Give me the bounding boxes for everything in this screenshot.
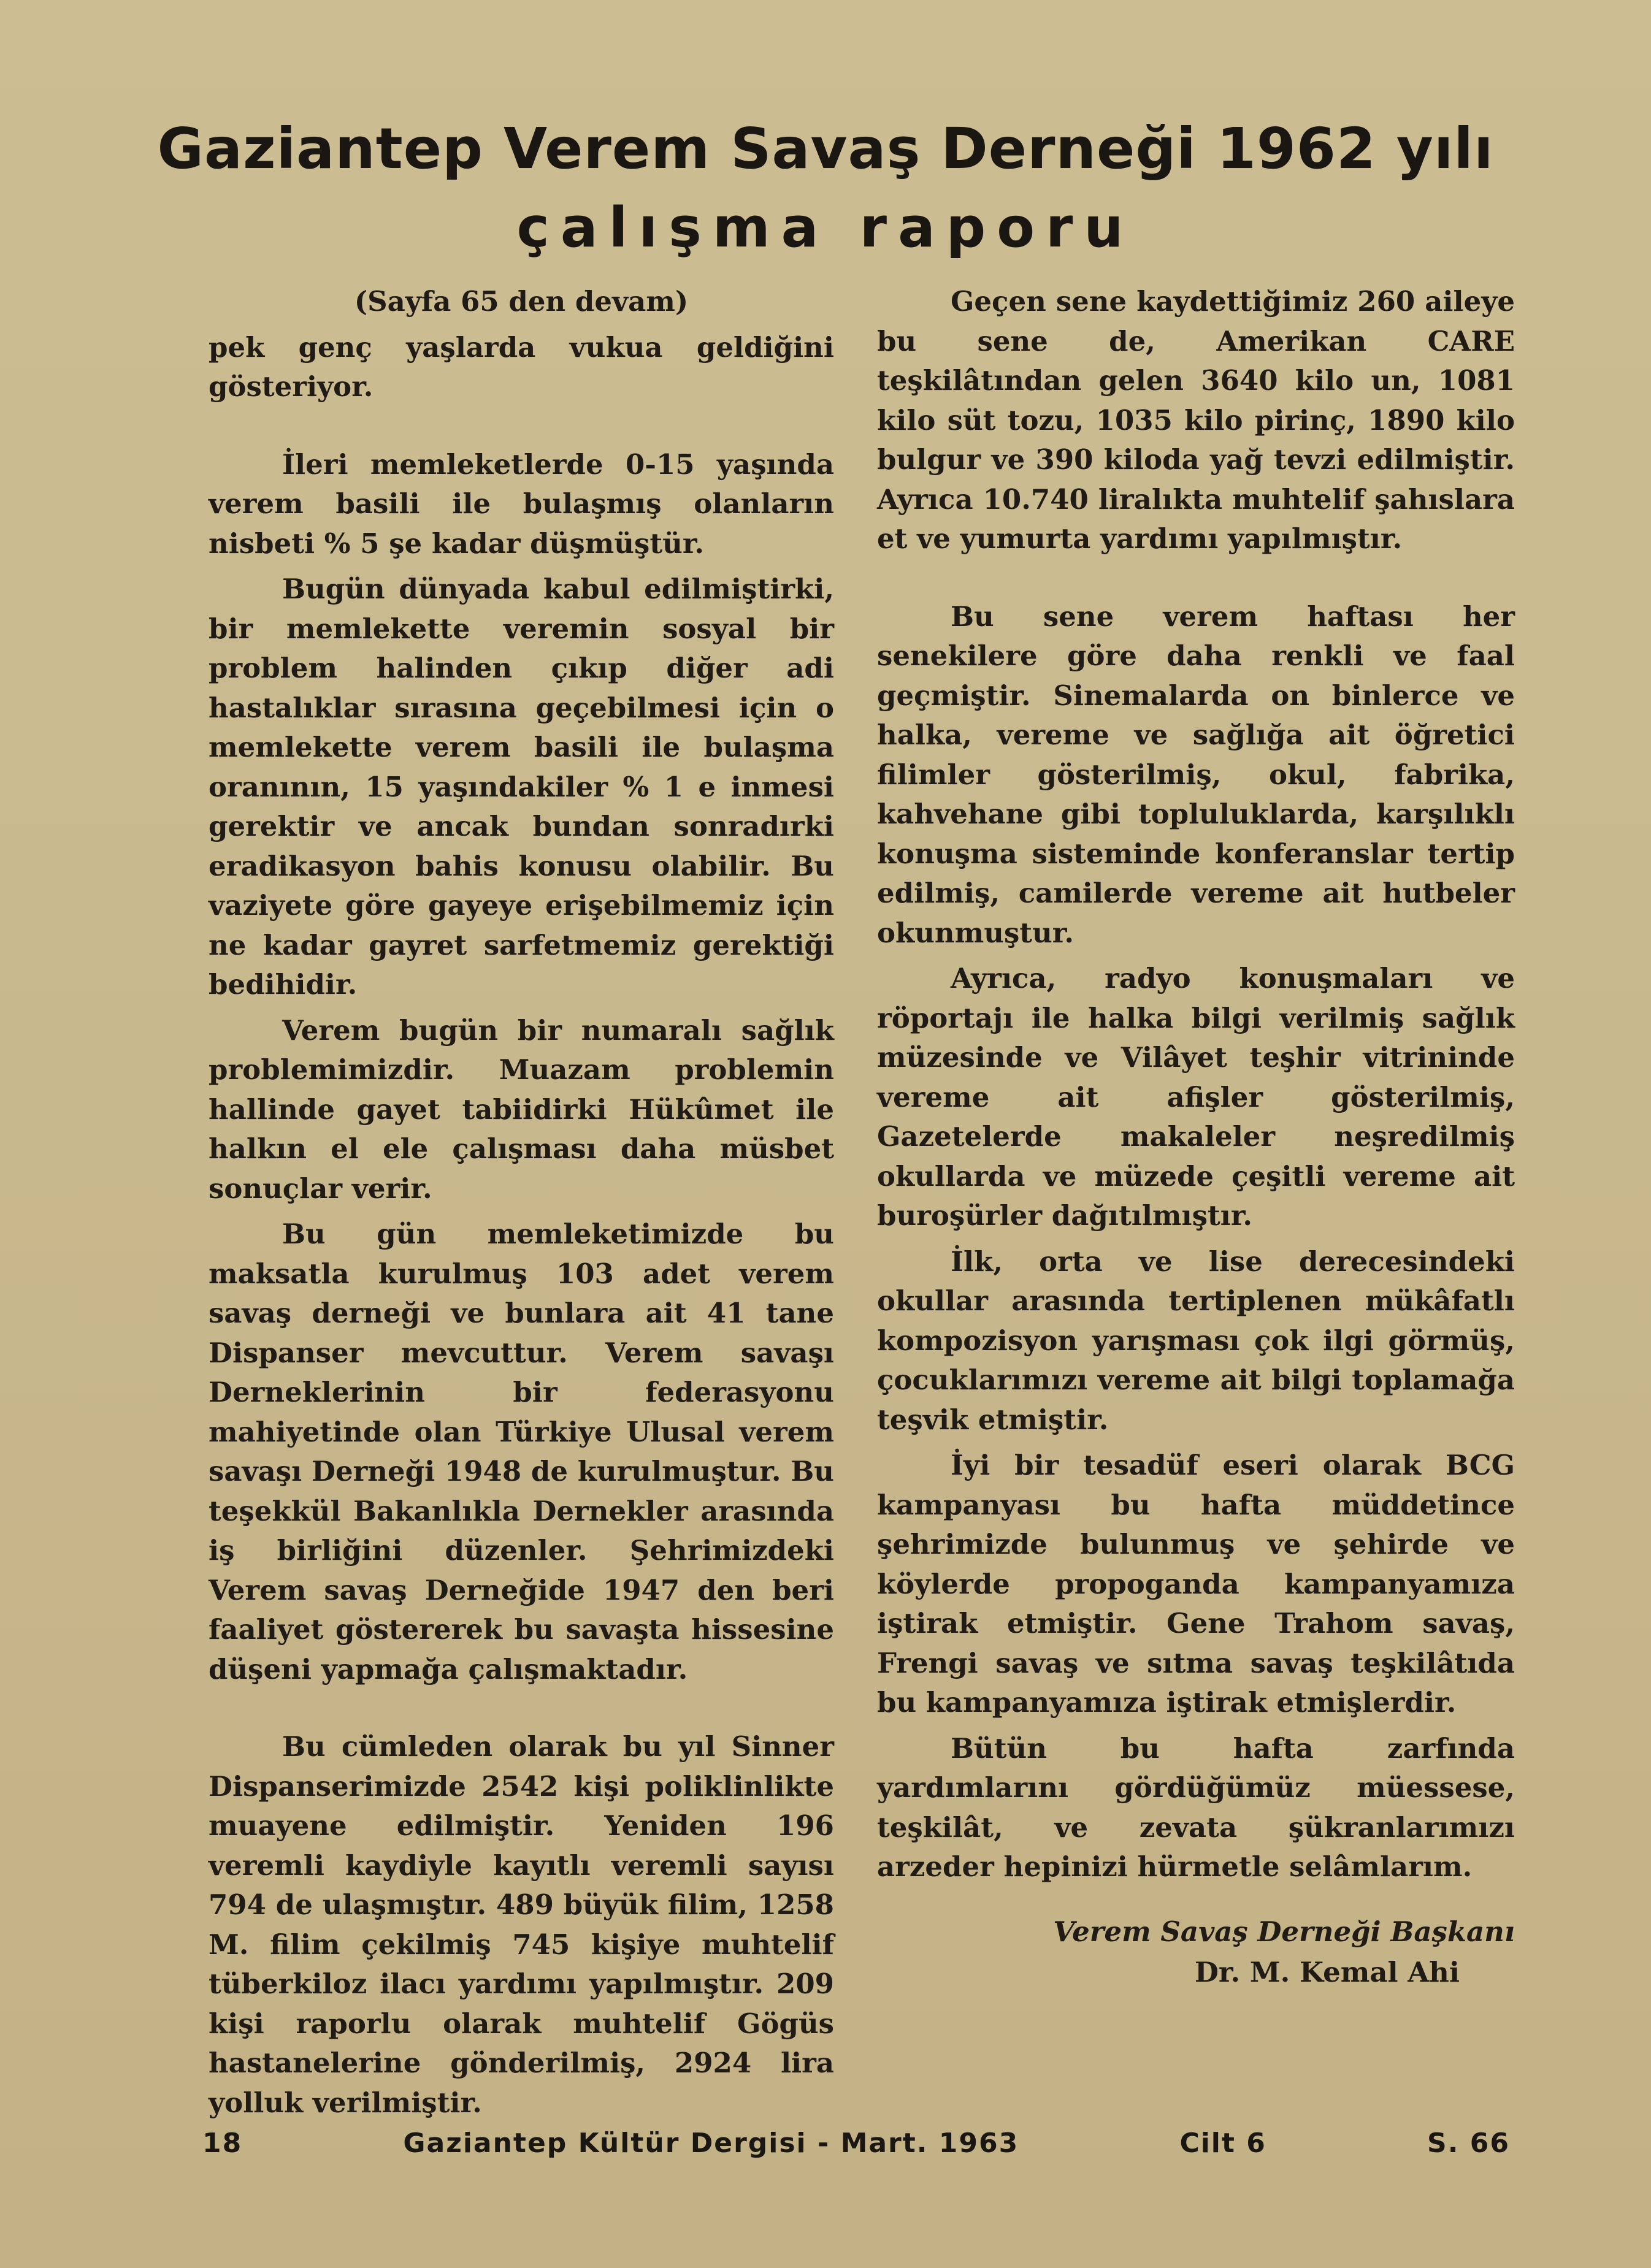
publication-name: Gaziantep Kültür Dergisi: [403, 2128, 807, 2159]
page-number: 18: [202, 2128, 243, 2159]
article-header: [0, 116, 1651, 259]
issue-number: S. 66: [1427, 2128, 1510, 2159]
paragraph: Bu sene verem haftası her senekilere göre daha renkli ve faal geçmiştir. Sinemalarda on binlerce ve halka, vereme ve sağlığa ait öğretici filimler gösterilmiş, okul, fabrika, kahvehane gibi topluluklarda, karşılıklı konuşma sisteminde konferanslar tertip edilmiş, camilerde vereme ait hutbeler okunmuştur.: [877, 600, 1515, 949]
signature-name: Dr. M. Kemal Ahi: [1194, 1955, 1460, 1988]
paragraph: İyi bir tesadüf eseri olarak BCG kampanyası bu hafta müddetince şehrimizde bulunmuş ve şehirde ve köylerde propoganda kampanyamıza iştirak etmiştir. Gene Trahom savaş, Frengi savaş ve sıtma savaş teşkilâtıda bu kampanyamıza iştirak etmişlerdir.: [877, 1449, 1515, 1719]
footer-publication: [403, 2128, 1019, 2159]
paragraph: Bütün bu hafta zarfında yardımlarını gördüğümüz müessese, teşkilât, ve zevata şükranlarımızı arzeder hepinizi hürmetle selâmlarım.: [877, 1732, 1515, 1883]
paragraph: İleri memleketlerde 0-15 yaşında verem basili ile bulaşmış olanların nisbeti % 5 şe kadar düşmüştür.: [209, 448, 834, 560]
article-title: Gaziantep Verem Savaş Derneği 1962 yılı: [157, 116, 1494, 181]
article-subtitle: çalışma raporu: [516, 195, 1135, 260]
paragraph: Bugün dünyada kabul edilmiştirki, bir memlekette veremin sosyal bir problem halinden çıkıp diğer adi hastalıklar sırasına geçebilmesi için o memlekette verem basili ile bulaşma oranının, 15 yaşındakiler % 1 e inmesi gerektir ve ancak bundan sonradırki eradikasyon bahis konusu olabilir. Bu vaziyete göre gayeye erişebilmemiz için ne kadar gayret sarfetmemiz gerektiği bedihidir.: [209, 573, 834, 1001]
right-column: [877, 282, 1515, 1993]
paragraph: Ayrıca, radyo konuşmaları ve röportajı ile halka bilgi verilmiş sağlık müzesinde ve Vilâyet teşhir vitrininde vereme ait afişler gösterilmiş, Gazetelerde makaleler neşredilmiş okullarda ve müzede çeşitli vereme ait buroşürler dağıtılmıştır.: [877, 962, 1515, 1232]
paragraph: Bu cümleden olarak bu yıl Sinner Dispanserimizde 2542 kişi poliklinlikte muayene edilmiştir. Yeniden 196 veremli kaydiyle kayıtlı veremli sayısı 794 de ulaşmıştır. 489 büyük filim, 1258 M. filim çekilmiş 745 kişiye muhtelif tüberkiloz ilacı yardımı yapılmıştır. 209 kişi raporlu olarak muhtelif Gögüs hastanelerine gönderilmiş, 2924 lira yolluk verilmiştir.: [209, 1730, 834, 2119]
signature-block: [877, 1912, 1515, 1993]
continuation-note: (Sayfa 65 den devam): [354, 285, 689, 318]
publication-date: Mart. 1963: [840, 2128, 1019, 2159]
paragraph: Verem bugün bir numaralı sağlık problemimizdir. Muazam problemin hallinde gayet tabiidirki Hükûmet ile halkın el ele çalışması daha müsbet sonuçlar verir.: [209, 1014, 834, 1205]
signature-role: Verem Savaş Derneği Başkanı: [1053, 1915, 1515, 1948]
volume-number: Cilt 6: [1179, 2128, 1266, 2159]
paragraph: pek genç yaşlarda vukua geldiğini gösteriyor.: [209, 330, 834, 403]
left-column: [209, 282, 834, 2123]
paragraph: Bu gün memleketimizde bu maksatla kurulmuş 103 adet verem savaş derneği ve bunlara ait 41 tane Dispanser mevcuttur. Verem savaşı Derneklerinin bir federasyonu mahiyetinde olan Türkiye Ulusal verem savaşı Derneği 1948 de kurulmuştur. Bu teşekkül Bakanlıkla Dernekler arasında iş birliğini düzenler. Şehrimizdeki Verem savaş Derneğide 1947 den beri faaliyet göstererek bu savaşta hissesine düşeni yapmağa çalışmaktadır.: [209, 1218, 834, 1686]
paragraph: İlk, orta ve lise derecesindeki okullar arasında tertiplenen mükâfatlı kompozisyon yarışması çok ilgi görmüş, çocuklarımızı vereme ait bilgi toplamağa teşvik etmiştir.: [877, 1245, 1515, 1436]
paragraph: Geçen sene kaydettiğimiz 260 aileye bu sene de, Amerikan CARE teşkilâtından gelen 3640 kilo un, 1081 kilo süt tozu, 1035 kilo pirinç, 1890 kilo bulgur ve 390 kiloda yağ tevzi edilmiştir. Ayrıca 10.740 liralıkta muhtelif şahıslara et ve yumurta yardımı yapılmıştır.: [877, 285, 1515, 555]
page-footer: [202, 2128, 1510, 2159]
footer-separator: -: [817, 2128, 830, 2159]
